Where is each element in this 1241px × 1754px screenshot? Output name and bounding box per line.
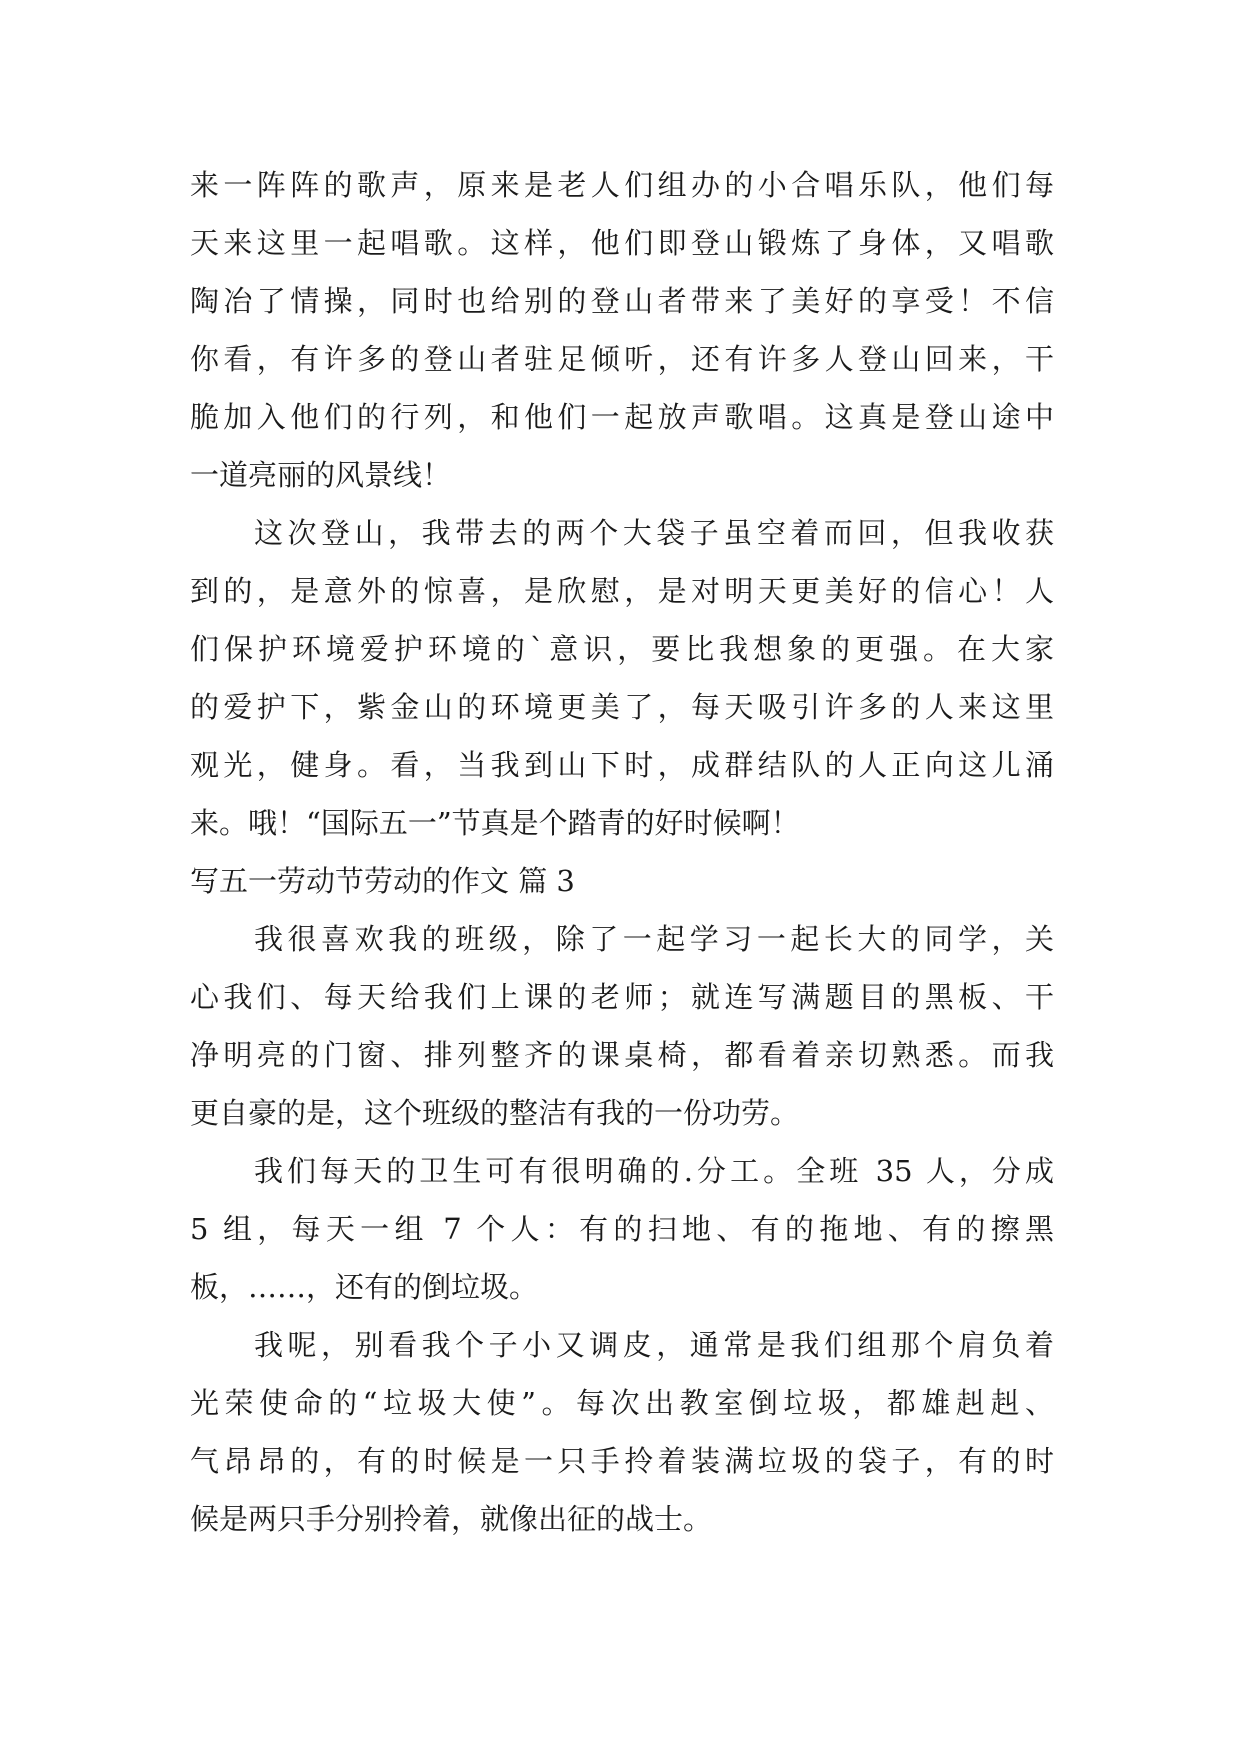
document-body bbox=[190, 156, 1054, 1548]
paragraph bbox=[190, 156, 1054, 504]
paragraph bbox=[190, 504, 1054, 852]
paragraph bbox=[190, 1316, 1054, 1548]
text-line: 来一阵阵的歌声，原来是老人们组办的小合唱乐队，他们每 bbox=[190, 168, 1054, 202]
text-line: 更自豪的是，这个班级的整洁有我的一份功劳。 bbox=[190, 1096, 800, 1130]
text-line: 的爱护下，紫金山的环境更美了，每天吸引许多的人来这里 bbox=[190, 690, 1054, 724]
text-line: 气昂昂的，有的时候是一只手拎着装满垃圾的袋子，有的时 bbox=[190, 1444, 1054, 1478]
text-line: 光荣使命的“垃圾大使”。每次出教室倒垃圾，都雄赳赳、 bbox=[190, 1386, 1054, 1420]
text-line: 5 组，每天一组 7 个人：有的扫地、有的拖地、有的擦黑 bbox=[190, 1212, 1054, 1246]
text-line: 你看，有许多的登山者驻足倾听，还有许多人登山回来，干 bbox=[190, 342, 1054, 376]
text-line: 板，……，还有的倒垃圾。 bbox=[190, 1270, 539, 1304]
text-line: 陶冶了情操，同时也给别的登山者带来了美好的享受！不信 bbox=[190, 284, 1054, 318]
text-line: 净明亮的门窗、排列整齐的课桌椅，都看着亲切熟悉。而我 bbox=[190, 1038, 1054, 1072]
text-line: 来。哦！“国际五一”节真是个踏青的好时候啊！ bbox=[190, 806, 800, 840]
text-line: 这次登山，我带去的两个大袋子虽空着而回，但我收获 bbox=[254, 516, 1054, 550]
text-line: 天来这里一起唱歌。这样，他们即登山锻炼了身体，又唱歌 bbox=[190, 226, 1054, 260]
text-line: 我呢，别看我个子小又调皮，通常是我们组那个肩负着 bbox=[254, 1328, 1054, 1362]
paragraph bbox=[190, 910, 1054, 1142]
text-line: 候是两只手分别拎着，就像出征的战士。 bbox=[190, 1502, 713, 1536]
text-line: 脆加入他们的行列，和他们一起放声歌唱。这真是登山途中 bbox=[190, 400, 1054, 434]
text-line: 一道亮丽的风景线！ bbox=[190, 458, 452, 492]
section-heading: 写五一劳动节劳动的作文 篇 3 bbox=[190, 864, 575, 898]
text-line: 到的，是意外的惊喜，是欣慰，是对明天更美好的信心！人 bbox=[190, 574, 1054, 608]
text-line: 观光，健身。看，当我到山下时，成群结队的人正向这儿涌 bbox=[190, 748, 1054, 782]
text-line: 心我们、每天给我们上课的老师；就连写满题目的黑板、干 bbox=[190, 980, 1054, 1014]
text-line: 我们每天的卫生可有很明确的.分工。全班 35 人，分成 bbox=[254, 1154, 1054, 1188]
text-line: 我很喜欢我的班级，除了一起学习一起长大的同学，关 bbox=[254, 922, 1054, 956]
text-line: 们保护环境爱护环境的`意识，要比我想象的更强。在大家 bbox=[190, 632, 1054, 666]
paragraph bbox=[190, 1142, 1054, 1316]
